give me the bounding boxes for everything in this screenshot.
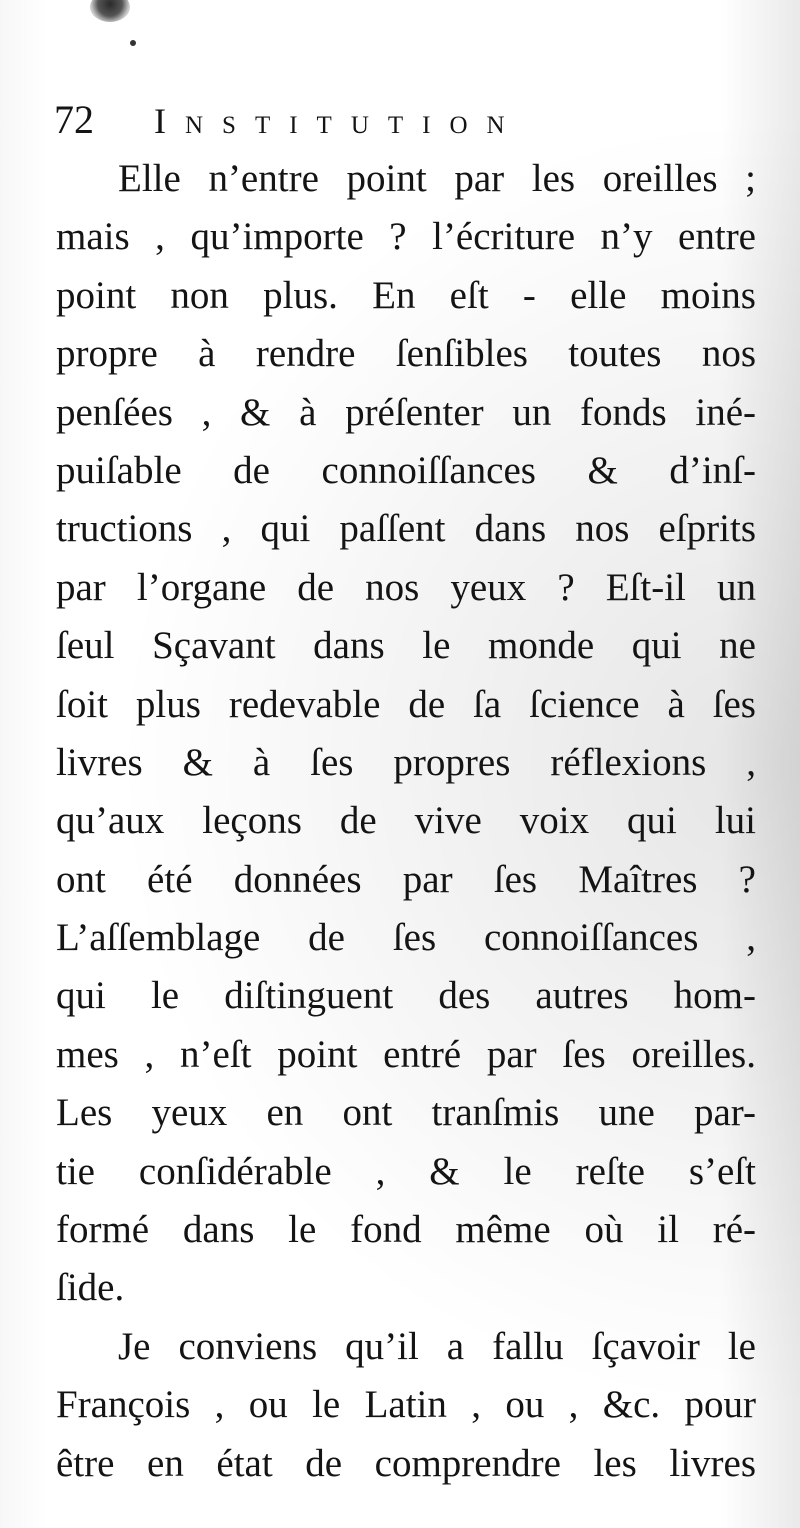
text-line: penſées , & à préſenter un fonds iné- xyxy=(56,390,756,434)
text-line: propre à rendre ſenſibles toutes nos xyxy=(56,332,756,376)
text-line: être en état de comprendre les livres xyxy=(56,1441,756,1485)
ink-speck xyxy=(130,40,136,46)
paragraph xyxy=(56,1318,756,1493)
text-line: qui le diſtinguent des autres hom- xyxy=(56,974,756,1018)
page-number: 72 xyxy=(54,97,94,142)
text-line: formé dans le fond même où il ré- xyxy=(56,1208,756,1252)
text-line: puiſable de connoiſſances & d’inſ- xyxy=(56,448,756,492)
text-line: ſide. xyxy=(56,1266,125,1310)
text-line: par l’organe de nos yeux ? Eſt-il un xyxy=(56,565,756,609)
ink-blot xyxy=(90,0,130,22)
running-head xyxy=(54,92,754,148)
text-line: ſoit plus redevable de ſa ſcience à ſes xyxy=(56,682,756,726)
text-line: François , ou le Latin , ou , &c. pour xyxy=(56,1383,756,1427)
text-line: Les yeux en ont tranſmis une par- xyxy=(56,1091,756,1135)
body-text xyxy=(56,150,756,1493)
text-line: Elle n’entre point par les oreilles ; xyxy=(118,157,756,200)
running-title: Institution xyxy=(154,101,524,141)
text-line: mes , n’eſt point entré par ſes oreilles. xyxy=(56,1032,756,1076)
text-line: Je conviens qu’il a fallu ſçavoir le xyxy=(118,1324,756,1368)
text-line: mais , qu’importe ? l’écriture n’y entre xyxy=(56,215,756,259)
text-line: livres & à ſes propres réflexions , xyxy=(56,740,756,784)
text-line: ont été données par ſes Maîtres ? xyxy=(56,857,756,901)
text-line: qu’aux leçons de vive voix qui lui xyxy=(56,799,756,843)
text-line: tructions , qui paſſent dans nos eſprits xyxy=(56,507,756,551)
text-line: ſeul Sçavant dans le monde qui ne xyxy=(56,624,756,668)
text-line: tie conſidérable , & le reſte s’eſt xyxy=(56,1149,756,1193)
paragraph xyxy=(56,150,756,1318)
text-line: L’aſſemblage de ſes connoiſſances , xyxy=(56,916,756,960)
text-line: point non plus. En eſt - elle moins xyxy=(56,273,756,317)
